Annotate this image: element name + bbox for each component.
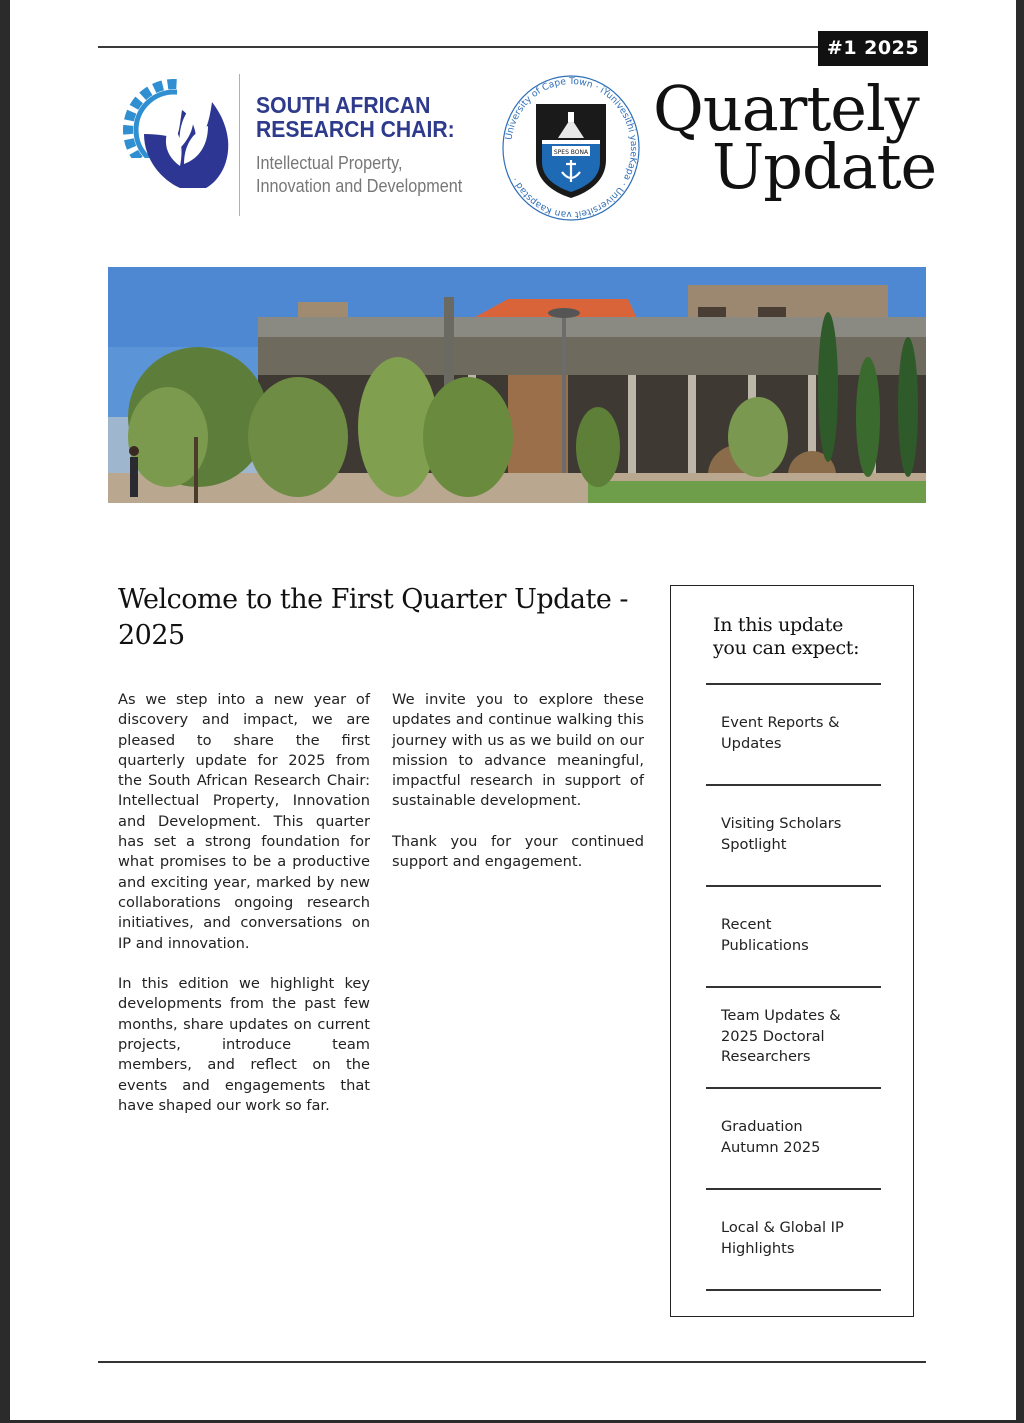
campus-building-photo xyxy=(108,267,926,503)
newsletter-page xyxy=(10,0,1016,1420)
contents-item-line: Autumn 2025 xyxy=(721,1138,821,1156)
sarchi-logo-icon xyxy=(122,70,232,200)
contents-item-line: Recent xyxy=(721,916,772,933)
contents-heading-line2: you can expect: xyxy=(713,637,860,659)
masthead-title-line1: Quartely xyxy=(653,72,919,145)
intro-paragraph: We invite you to explore these updates and continue walking this journey with us as we build on our mission to advance meaningful, impactful research in support of sustainable development. xyxy=(392,691,644,810)
contents-item-line: Updates xyxy=(721,734,782,752)
contents-divider xyxy=(706,885,881,887)
contents-heading-line1: In this update xyxy=(713,614,844,636)
contents-divider xyxy=(706,1289,881,1291)
contents-divider xyxy=(706,683,881,685)
logo-divider xyxy=(239,74,240,216)
org-subtitle-line1: Intellectual Property, xyxy=(256,153,403,173)
org-name-line2: RESEARCH CHAIR: xyxy=(256,116,455,142)
contents-item-line: Highlights xyxy=(721,1239,795,1257)
bottom-rule xyxy=(98,1361,926,1363)
contents-item-line: Team Updates & xyxy=(721,1007,841,1024)
contents-item-line: Researchers xyxy=(721,1048,811,1065)
welcome-heading: Welcome to the First Quarter Update - 2025 xyxy=(118,584,629,651)
org-subtitle-line2: Innovation and Development xyxy=(256,176,463,196)
contents-item-graduation[interactable] xyxy=(721,1117,881,1158)
contents-item-event-reports[interactable] xyxy=(721,713,881,754)
masthead-title xyxy=(650,72,950,203)
contents-item-publications[interactable] xyxy=(721,915,881,956)
contents-divider xyxy=(706,784,881,786)
contents-divider xyxy=(706,986,881,988)
contents-item-line: Publications xyxy=(721,936,809,954)
intro-column-1 xyxy=(118,690,370,1137)
contents-box xyxy=(670,585,914,1317)
uct-seal-icon xyxy=(496,68,646,223)
contents-item-line: Spotlight xyxy=(721,835,787,853)
intro-paragraph: As we step into a new year of discovery and impact, we are pleased to share the first quarterly update for 2025 from the South African Research Chair: Intellectual Property, Innovation and Development. This quarter has set a strong foundation for what promises to be a productive and exciting year, marked by new collaborations ongoing research initiatives, and conversations on IP and innovation. xyxy=(118,691,370,952)
contents-item-team-updates[interactable] xyxy=(721,1006,881,1068)
contents-item-line: Visiting Scholars xyxy=(721,815,842,832)
contents-item-line: 2025 Doctoral xyxy=(721,1027,825,1045)
org-subtitle xyxy=(256,152,490,198)
seal-motto: SPES BONA xyxy=(553,149,589,156)
org-name-line1: SOUTH AFRICAN xyxy=(256,92,431,118)
contents-heading xyxy=(713,614,903,660)
org-name xyxy=(256,93,477,141)
contents-divider xyxy=(706,1087,881,1089)
masthead-title-line2: Update xyxy=(712,130,937,203)
seal-ring-text: University of Cape Town · iYunivesithi yaseKapa · Universiteit van Kaapstad · xyxy=(503,75,640,221)
intro-paragraph: In this edition we highlight key developments from the past few months, share updates on current projects, introduce team members, and reflect on the events and engagements that have shaped our work so far. xyxy=(118,975,370,1114)
contents-item-line: Local & Global IP xyxy=(721,1219,844,1236)
intro-column-2 xyxy=(392,690,644,893)
contents-item-line: Graduation xyxy=(721,1118,803,1135)
top-rule xyxy=(98,46,828,48)
contents-item-ip-highlights[interactable] xyxy=(721,1218,881,1259)
contents-item-visiting-scholars[interactable] xyxy=(721,814,881,855)
intro-paragraph: Thank you for your continued support and engagement. xyxy=(392,833,644,871)
contents-divider xyxy=(706,1188,881,1190)
issue-badge: #1 2025 xyxy=(818,31,928,66)
contents-item-line: Event Reports & xyxy=(721,714,840,731)
